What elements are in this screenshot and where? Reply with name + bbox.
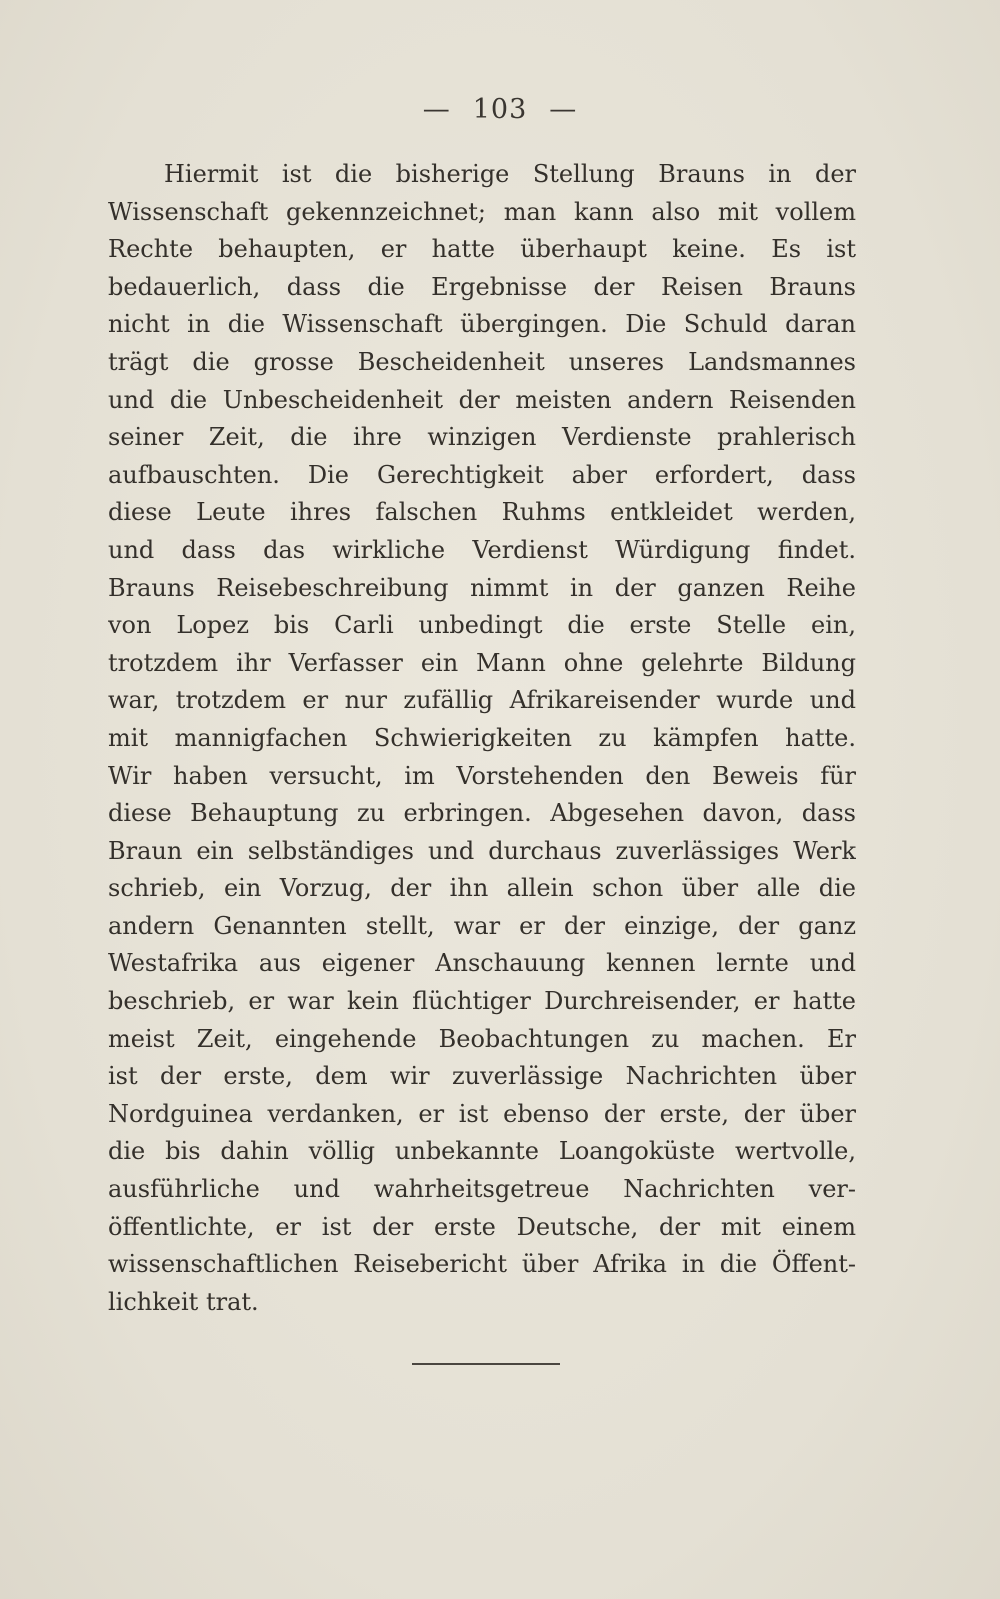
text-line: nicht in die Wissenschaft übergingen. Die Schuld daran (108, 310, 856, 339)
text-line: ist der erste, dem wir zuverlässige Nachrichten über (108, 1062, 856, 1091)
paragraph (108, 156, 856, 1321)
text-line: öffentlichte, er ist der erste Deutsche, der mit einem (108, 1212, 856, 1241)
text-line: Rechte behaupten, er hatte überhaupt keine. Es ist (108, 235, 856, 264)
text-line: schrieb, ein Vorzug, der ihn allein schon über alle die (108, 874, 856, 903)
text-line: Westafrika aus eigener Anschauung kennen lernte und (108, 949, 856, 978)
page-number-dash-right: — (549, 94, 578, 125)
text-line: Hiermit ist die bisherige Stellung Brauns in der (164, 160, 856, 188)
text-line: und die Unbescheidenheit der meisten andern Reisenden (108, 385, 856, 414)
text-line: aufbauschten. Die Gerechtigkeit aber erfordert, dass (108, 460, 856, 489)
text-line: die bis dahin völlig unbekannte Loangoküste wertvolle, (108, 1137, 856, 1166)
text-line: meist Zeit, eingehende Beobachtungen zu machen. Er (108, 1024, 856, 1053)
text-line: und dass das wirkliche Verdienst Würdigung findet. (108, 535, 856, 564)
text-line: Wissenschaft gekennzeichnet; man kann also mit vollem (108, 197, 856, 226)
page-number-dash-left: — (422, 94, 451, 125)
page-number: 103 (472, 94, 528, 125)
text-line: lichkeit trat. (108, 1287, 259, 1316)
text-line: war, trotzdem er nur zufällig Afrikareisender wurde und (108, 686, 856, 715)
page-number-header (0, 94, 1000, 125)
text-line: beschrieb, er war kein flüchtiger Durchreisender, er hatte (108, 987, 856, 1016)
text-line: bedauerlich, dass die Ergebnisse der Reisen Brauns (108, 272, 856, 301)
text-line: trotzdem ihr Verfasser ein Mann ohne gelehrte Bildung (108, 648, 856, 677)
text-line: mit mannigfachen Schwierigkeiten zu kämpfen hatte. (108, 723, 856, 752)
text-line: andern Genannten stellt, war er der einzige, der ganz (108, 911, 856, 940)
text-line: Nordguinea verdanken, er ist ebenso der erste, der über (108, 1099, 856, 1128)
closing-rule (412, 1363, 560, 1365)
text-line: diese Leute ihres falschen Ruhms entkleidet werden, (108, 498, 856, 527)
text-line: Wir haben versucht, im Vorstehenden den Beweis für (108, 761, 856, 790)
text-line: wissenschaftlichen Reisebericht über Afrika in die Öffent- (108, 1250, 856, 1279)
text-line: Brauns Reisebeschreibung nimmt in der ganzen Reihe (108, 573, 856, 602)
text-line: ausführliche und wahrheitsgetreue Nachrichten ver- (108, 1175, 856, 1204)
text-line: diese Behauptung zu erbringen. Abgesehen davon, dass (108, 799, 856, 828)
text-line: Braun ein selbständiges und durchaus zuverlässiges Werk (108, 836, 856, 865)
text-line: trägt die grosse Bescheidenheit unseres Landsmannes (108, 347, 856, 376)
text-line: seiner Zeit, die ihre winzigen Verdienste prahlerisch (108, 423, 856, 452)
text-line: von Lopez bis Carli unbedingt die erste Stelle ein, (108, 611, 856, 640)
